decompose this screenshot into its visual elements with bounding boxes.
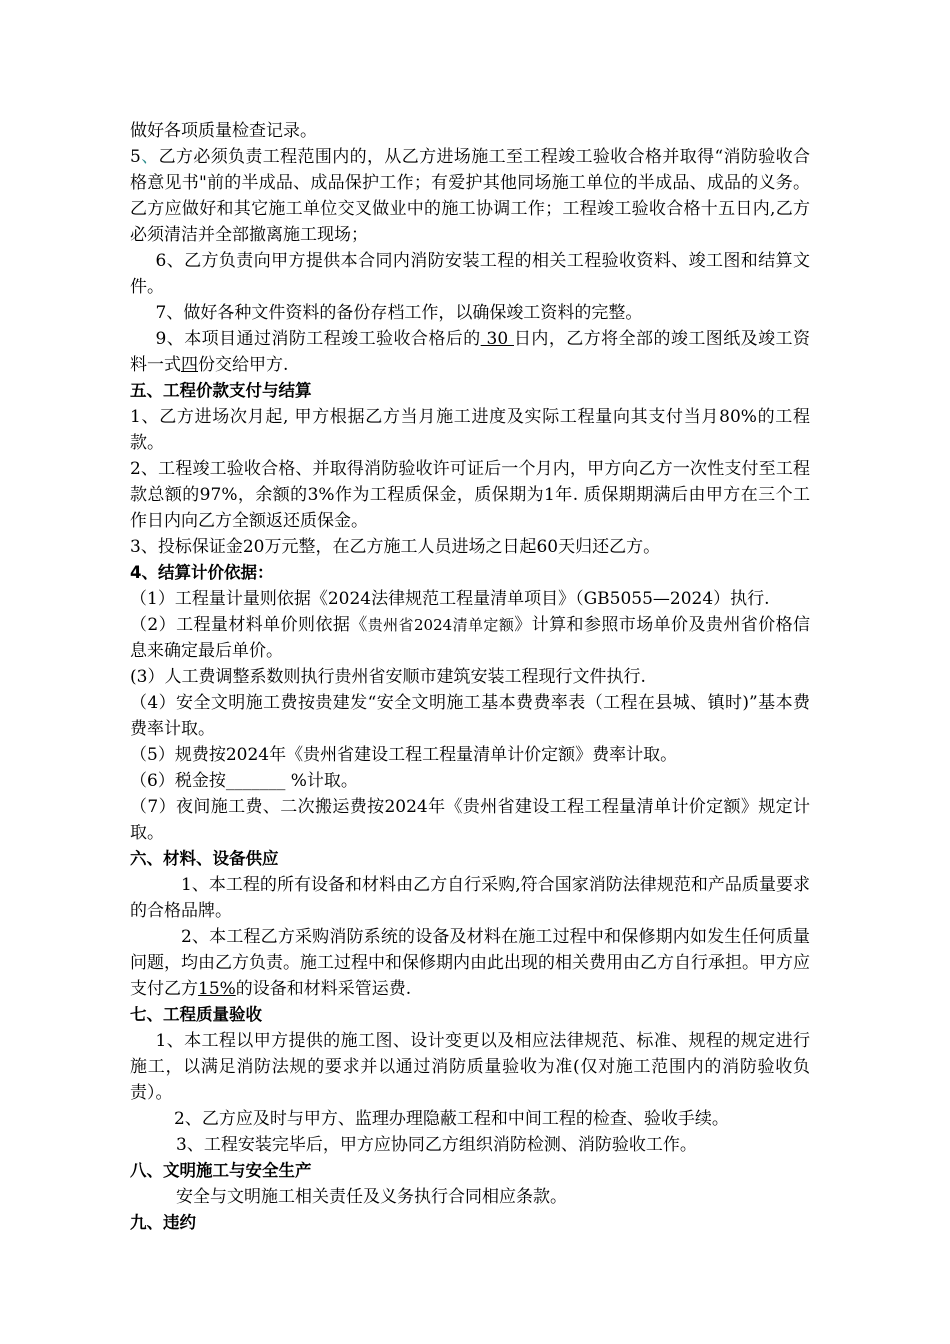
basis-item-7: （7）夜间施工费、二次搬运费按2024年《贵州省建设工程工程量清单计价定额》规定计取。	[130, 797, 810, 843]
paragraph-payment-3: 3、投标保证金20万元整，在乙方施工人员进场之日起60天归还乙方。	[130, 537, 661, 557]
subheading-settlement-basis: 4、结算计价依据：	[130, 563, 274, 582]
clause-separator: 、	[140, 147, 159, 167]
paragraph-clause-7: 7、做好各种文件资料的备份存档工作，以确保竣工资料的完整。	[155, 303, 643, 323]
paragraph-acceptance-1: 1、本工程以甲方提供的施工图、设计变更以及相应法律规范、标准、规程的规定进行施工，以满足消防法规的要求并以通过消防质量验收为准(仅对施工范围内的消防验收负责）。	[130, 1031, 810, 1103]
paragraph-materials-2	[130, 924, 810, 1002]
paragraph-acceptance-2: 2、乙方应及时与甲方、监理办理隐蔽工程和中间工程的检查、验收手续。	[174, 1109, 729, 1129]
basis-6-text-a: （6）税金按	[130, 771, 226, 791]
section-heading-6: 六、材料、设备供应	[130, 849, 279, 868]
clause-text: 乙方必须负责工程范围内的，从乙方进场施工至工程竣工验收合格并取得“消防验收合格意见书"前的半成品、成品保护工作；有爱护其他同场施工单位的半成品、成品的义务。乙方应做好和其它施工单位交叉做业中的施工协调工作；工程竣工验收合格十五日内,乙方必须清洁并全部撤离施工现场；	[130, 147, 810, 245]
section-heading-8: 八、文明施工与安全生产	[130, 1161, 312, 1180]
paragraph-acceptance-3: 3、工程安装完毕后，甲方应协同乙方组织消防检测、消防验收工作。	[176, 1135, 697, 1155]
days-value: 30	[480, 329, 514, 349]
paragraph-clause-6: 6、乙方负责向甲方提供本合同内消防安装工程的相关工程验收资料、竣工图和结算文件。	[130, 251, 810, 297]
basis-item-1: （1）工程量计量则依据《2024法律规范工程量清单项目》（GB5055—2024）执行.	[130, 589, 770, 609]
clause-9-text-a: 9、本项目通过消防工程竣工验收合格后的	[155, 329, 481, 349]
basis-item-3: (3）人工费调整系数则执行贵州省安顺市建筑安装工程现行文件执行.	[130, 667, 646, 687]
materials-2-text-b: 的设备和材料采管运费.	[235, 979, 412, 999]
handling-fee-percent: 15%	[198, 979, 236, 999]
basis-item-5: （5）规费按2024年《贵州省建设工程工程量清单计价定额》费率计取。	[130, 745, 678, 765]
materials-2-text-a: 2、本工程乙方采购消防系统的设备及材料在施工过程中和保修期内如发生任何质量问题，均由乙方负责。施工过程中和保修期内由此出现的相关费用由乙方自行承担。甲方应支付乙方	[130, 927, 810, 999]
paragraph-clause-9	[130, 326, 810, 378]
basis-2-text-b: 》计算和参照市场单价及贵州省价格信息来确定最后单价。	[130, 615, 810, 661]
basis-item-6	[130, 768, 810, 794]
basis-item-4: （4）安全文明施工费按贵建发“安全文明施工基本费费率表（工程在县城、镇时)”基本费费率计取。	[130, 693, 810, 739]
paragraph-materials-1: 1、本工程的所有设备和材料由乙方自行采购,符合国家消防法律规范和产品质量要求的合格品牌。	[130, 875, 810, 921]
section-heading-7: 七、工程质量验收	[130, 1005, 262, 1024]
basis-item-2	[130, 612, 810, 664]
clause-number: 5	[130, 147, 141, 167]
tax-rate-blank: _______	[225, 771, 286, 791]
paragraph-quality-records: 做好各项质量检查记录。	[130, 121, 317, 141]
paragraph-payment-1: 1、乙方进场次月起, 甲方根据乙方当月施工进度及实际工程量向其支付当月80%的工程款。	[130, 407, 810, 453]
section-heading-5: 五、工程价款支付与结算	[130, 381, 312, 400]
clause-9-text-b: 日内，乙方将全部的竣工图纸及竣工资料一式	[130, 329, 810, 375]
basis-6-text-b: %计取。	[285, 771, 358, 791]
basis-2-text-a: （2）工程量材料单价则依据《	[130, 615, 368, 635]
paragraph-payment-2: 2、工程竣工验收合格、并取得消防验收许可证后一个月内，甲方向乙方一次性支付至工程款总额的97%，余额的3%作为工程质保金，质保期为1年. 质保期期满后由甲方在三个工作日内向乙方全额返还质保金。	[130, 459, 810, 531]
section-heading-9: 九、违约	[130, 1213, 196, 1232]
document-body	[130, 118, 810, 1236]
basis-2-quota-name: 贵州省2024清单定额	[367, 616, 515, 634]
paragraph-clause-5	[130, 144, 810, 248]
copies-value: 四	[181, 355, 198, 375]
clause-9-text-c: 份交给甲方.	[198, 355, 289, 375]
paragraph-safety: 安全与文明施工相关责任及义务执行合同相应条款。	[176, 1187, 567, 1207]
